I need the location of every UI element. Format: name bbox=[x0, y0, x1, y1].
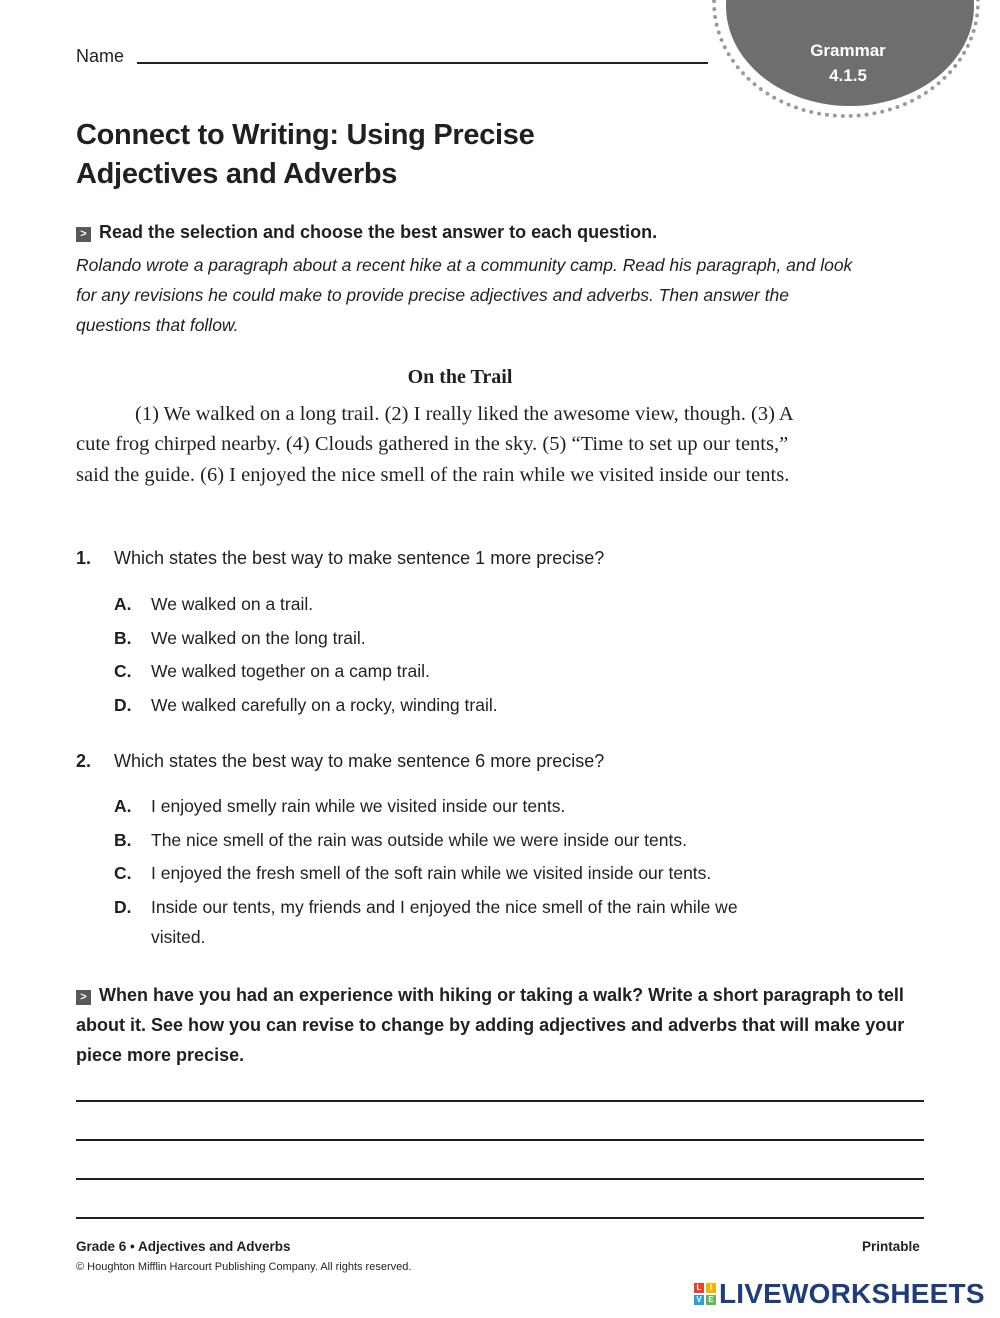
question-2-option-d[interactable]: Inside our tents, my friends and I enjoyed the nice smell of the rain while we visited. bbox=[151, 897, 738, 947]
question-1-option-a[interactable]: We walked on a trail. bbox=[151, 594, 314, 614]
question-1-option-d[interactable]: We walked carefully on a rocky, winding trail. bbox=[151, 695, 498, 715]
question-2-option-a[interactable]: I enjoyed smelly rain while we visited inside our tents. bbox=[151, 796, 566, 816]
logo-grid-icon: L I V E bbox=[694, 1283, 716, 1305]
question-2-option-b-letter: B. bbox=[114, 830, 132, 850]
logo-text: LIVEWORKSHEETS bbox=[719, 1278, 985, 1309]
question-2-option-c[interactable]: I enjoyed the fresh smell of the soft rain while we visited inside our tents. bbox=[151, 863, 712, 883]
question-2-number: 2. bbox=[76, 751, 92, 771]
question-1-option-c[interactable]: We walked together on a camp trail. bbox=[151, 661, 430, 681]
badge-code: 4.1.5 bbox=[829, 66, 867, 85]
liveworksheets-logo[interactable] bbox=[694, 1278, 985, 1310]
question-1-option-d-letter: D. bbox=[114, 695, 132, 715]
name-field[interactable] bbox=[137, 62, 708, 64]
intro-text: Rolando wrote a paragraph about a recent hike at a community camp. Read his paragraph, and look for any revisions he could make to provide precise adjectives and adverbs. Then answer the questions that follow. bbox=[76, 255, 853, 335]
instruction-text: Read the selection and choose the best answer to each question. bbox=[99, 222, 658, 242]
question-1-number: 1. bbox=[76, 548, 92, 568]
title-line-2: Adjectives and Adverbs bbox=[76, 158, 398, 190]
grammar-badge-text bbox=[788, 38, 908, 88]
writing-prompt bbox=[76, 980, 926, 1070]
writing-line-1[interactable] bbox=[76, 1100, 924, 1102]
title-line-1: Connect to Writing: Using Precise bbox=[76, 119, 535, 151]
question-2-option-c-letter: C. bbox=[114, 863, 132, 883]
question-2-option-b[interactable]: The nice smell of the rain was outside while we were inside our tents. bbox=[151, 830, 687, 850]
writing-line-3[interactable] bbox=[76, 1178, 924, 1180]
question-2-text: Which states the best way to make sentence 6 more precise? bbox=[114, 751, 605, 771]
story-paragraph: (1) We walked on a long trail. (2) I really liked the awesome view, though. (3) A cute frog chirped nearby. (4) Clouds gathered in the sky. (5) “Time to set up our tents,” said the guide. (6) I enjoyed the nice smell of the rain while we visited inside our tents. bbox=[76, 403, 793, 486]
instruction bbox=[76, 222, 657, 243]
question-1-option-b[interactable]: We walked on the long trail. bbox=[151, 628, 366, 648]
story-title: On the Trail bbox=[407, 366, 513, 388]
question-1-option-a-letter: A. bbox=[114, 594, 132, 614]
writing-line-2[interactable] bbox=[76, 1139, 924, 1141]
arrow-icon: > bbox=[76, 227, 91, 242]
footer-copyright: © Houghton Mifflin Harcourt Publishing Company. All rights reserved. bbox=[76, 1261, 412, 1273]
arrow-icon: > bbox=[76, 990, 91, 1005]
question-2-option-d-letter: D. bbox=[114, 897, 132, 917]
question-1-text: Which states the best way to make sentence 1 more precise? bbox=[114, 548, 605, 568]
question-1-option-c-letter: C. bbox=[114, 661, 132, 681]
writing-line-4[interactable] bbox=[76, 1217, 924, 1219]
name-label: Name bbox=[76, 46, 125, 66]
page-title bbox=[76, 116, 534, 194]
badge-label: Grammar bbox=[810, 41, 886, 60]
footer-printable: Printable bbox=[862, 1239, 920, 1254]
footer-course: Grade 6 • Adjectives and Adverbs bbox=[76, 1239, 291, 1254]
question-2-option-a-letter: A. bbox=[114, 796, 132, 816]
question-1-option-b-letter: B. bbox=[114, 628, 132, 648]
writing-prompt-text: When have you had an experience with hiking or taking a walk? Write a short paragraph to tell about it. See how you can revise to change by adding adjectives and adverbs that will make your piece more precise. bbox=[76, 985, 905, 1065]
